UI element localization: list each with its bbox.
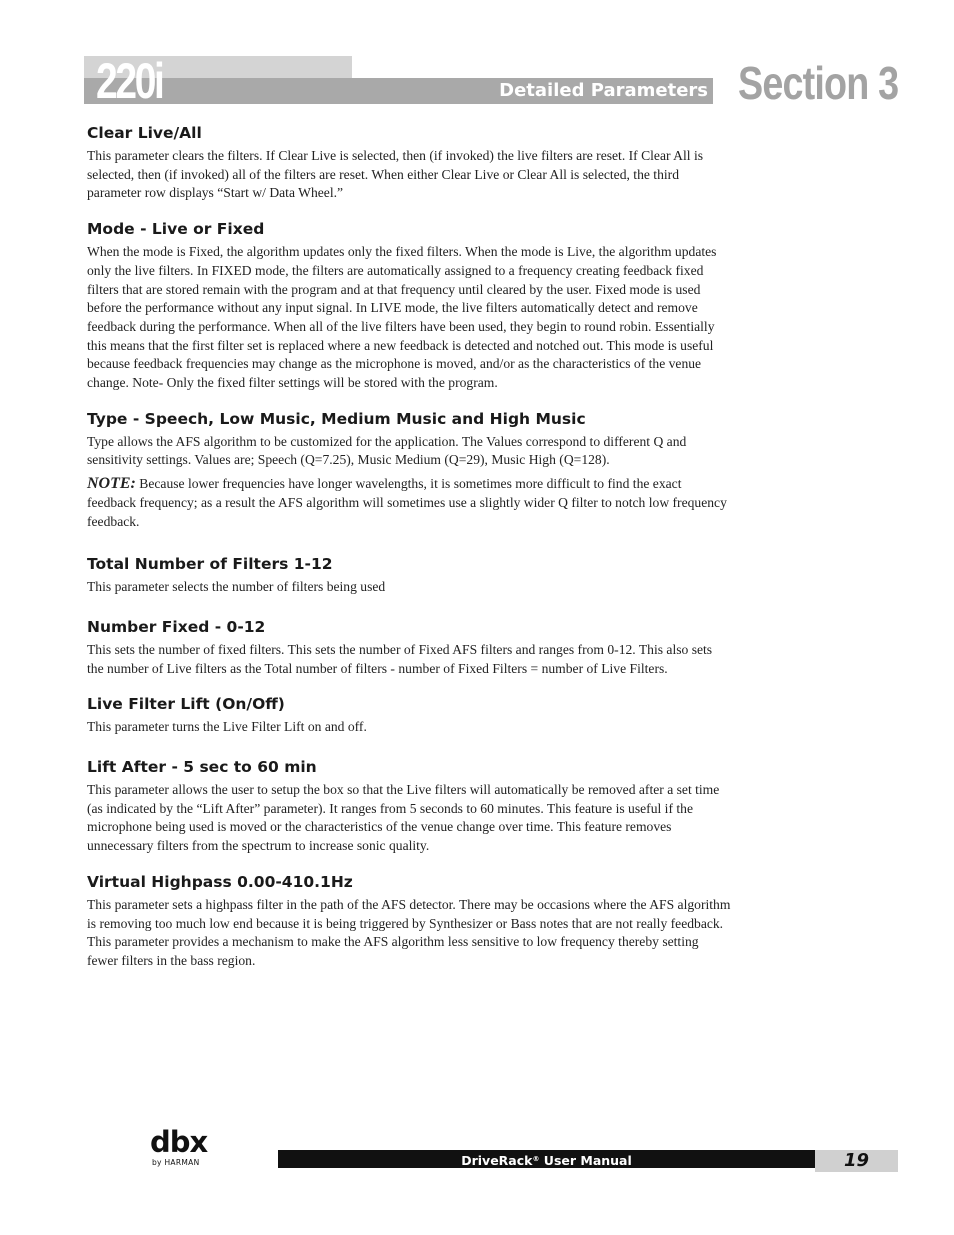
param-title: Virtual Highpass 0.00-410.1Hz bbox=[87, 872, 353, 891]
param-virtual-highpass bbox=[87, 871, 732, 971]
param-mode bbox=[87, 218, 732, 393]
header-subtitle: Detailed Parameters bbox=[499, 80, 708, 101]
param-title: Clear Live/All bbox=[87, 124, 202, 142]
model-name: 220i bbox=[96, 53, 163, 109]
page-number: 19 bbox=[815, 1150, 898, 1172]
param-title: Type - Speech, Low Music, Medium Music and High Music bbox=[87, 409, 586, 428]
manual-title bbox=[278, 1150, 815, 1168]
manual-rest: User Manual bbox=[539, 1153, 632, 1168]
param-description: This parameter turns the Live Filter Lift on and off. bbox=[87, 719, 367, 735]
param-type bbox=[87, 408, 732, 532]
parameter-list bbox=[87, 122, 732, 986]
param-title: Number Fixed - 0-12 bbox=[87, 617, 266, 636]
logo-subtitle: by HARMAN bbox=[152, 1158, 200, 1167]
param-description: This parameter sets a highpass filter in the path of the AFS detector. There may be occasions where the AFS algorithm is removing too much low end because it is being triggered by Synthesizer or Bass notes that are not really feedback. This parameter provides a mechanism to make the AFS algorithm less sensitive to low frequency thereby setting fewer filters in the bass region. bbox=[87, 896, 731, 968]
note-label: NOTE: bbox=[87, 475, 136, 493]
param-title: Total Number of Filters 1-12 bbox=[87, 555, 333, 574]
manual-brand: DriveRack bbox=[461, 1153, 533, 1168]
note-paragraph bbox=[87, 475, 732, 531]
param-description: Type allows the AFS algorithm to be customized for the application. The Values correspond to different Q and sensitivity settings. Values are; Speech (Q=7.25), Music Medium (Q=29), Music High (Q=128). bbox=[87, 433, 687, 468]
param-description: This parameter clears the filters. If Clear Live is selected, then (if invoked) the live filters are reset. If Clear All is selected, then (if invoked) all of the filters are reset. When either Clear Live or Clear All is selected, the third parameter row displays “Start w/ Data Wheel.” bbox=[87, 148, 704, 201]
section-label: Section 3 bbox=[738, 57, 899, 109]
param-title: Mode - Live or Fixed bbox=[87, 220, 265, 239]
param-clear-live-all bbox=[87, 122, 732, 203]
param-description: This sets the number of fixed filters. This sets the number of Fixed AFS filters and ranges from 0-12. This also sets the number of Live filters as the Total number of filters - number of Fixed Filters = number of Live Filters. bbox=[87, 641, 713, 676]
registered-mark: ® bbox=[532, 1155, 540, 1163]
param-description: This parameter selects the number of filters being used bbox=[87, 579, 386, 595]
param-title: Lift After - 5 sec to 60 min bbox=[87, 758, 317, 777]
param-description: When the mode is Fixed, the algorithm updates only the fixed filters. When the mode is Live, the algorithm updates only the live filters. In FIXED mode, the filters are automatically assigned to a frequency creating feedback fixed filters that are stored remain with the program and at that frequency until cleared by the user. Fixed mode is used before the performance without any input signal. In LIVE mode, the live filters automatically detect and remove feedback during the performance. When all of the live filters have been used, they begin to round robin. Essentially this means that the first filter set is replaced where a new feedback is detected and notched out. This mode is useful because feedback frequencies may change as the microphone is moved, and/or as the characteristics of the venue change. Note- Only the fixed filter settings will be stored with the program. bbox=[87, 244, 717, 391]
note-text: Because lower frequencies have longer wavelengths, it is sometimes more difficult to find the exact feedback frequency; as a result the AFS algorithm will sometimes use a slightly wider Q filter to notch low frequency feedback. bbox=[87, 476, 727, 529]
param-total-filters bbox=[87, 553, 732, 597]
param-description: This parameter allows the user to setup the box so that the Live filters will automatically be removed after a set time (as indicated by the “Lift After” parameter). It ranges from 5 seconds to 60 minutes. This feature is useful if the microphone being used is moved or the characteristics of the venue change over time. This feature removes unnecessary filters from the spectrum to increase sonic quality. bbox=[87, 782, 720, 854]
logo-wordmark: dbx bbox=[150, 1125, 208, 1159]
param-number-fixed bbox=[87, 616, 732, 678]
param-title: Live Filter Lift (On/Off) bbox=[87, 695, 285, 714]
param-live-filter-lift bbox=[87, 693, 732, 737]
dbx-logo bbox=[148, 1125, 214, 1171]
param-lift-after bbox=[87, 756, 732, 856]
